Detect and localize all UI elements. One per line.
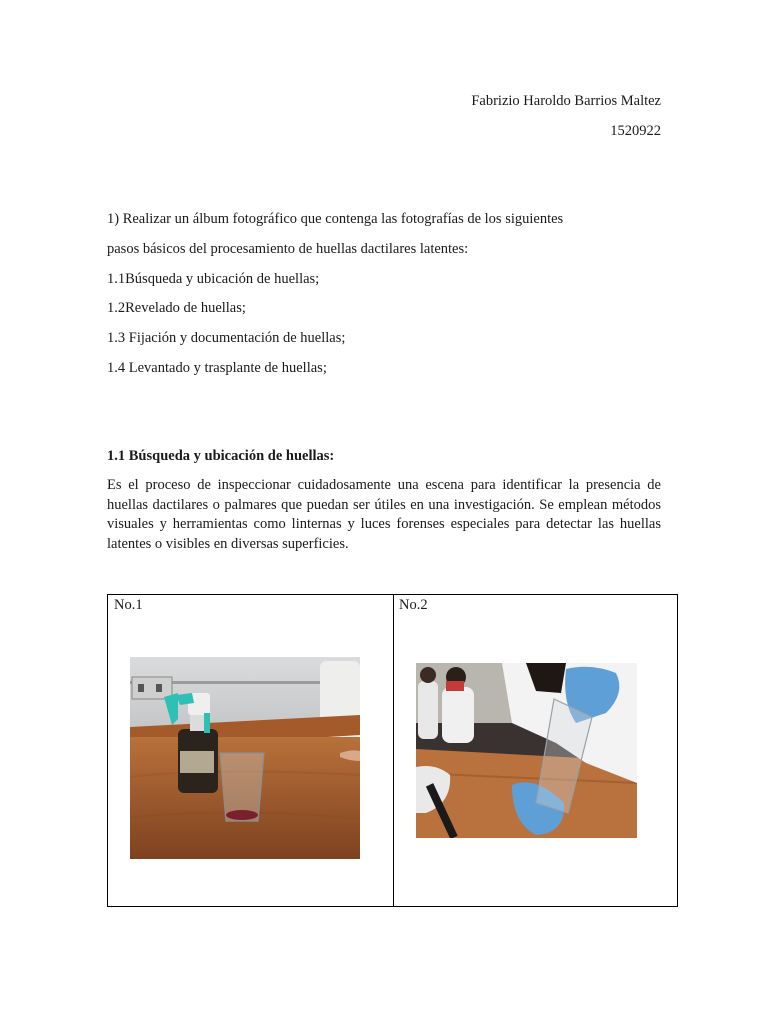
list-item: 1.2Revelado de huellas;: [107, 300, 246, 316]
cell-label-1: No.1: [114, 597, 143, 613]
photo-lab-glass-inspection: [416, 663, 637, 838]
section-heading: 1.1 Búsqueda y ubicación de huellas:: [107, 448, 335, 464]
author-name: Fabrizio Haroldo Barrios Maltez: [471, 93, 661, 109]
photo-table: [107, 594, 678, 907]
instruction-line-2: pasos básicos del procesamiento de huellas dactilares latentes:: [107, 241, 469, 257]
student-id: 1520922: [610, 123, 661, 139]
list-item: 1.3 Fijación y documentación de huellas;: [107, 330, 346, 346]
section-paragraph: Es el proceso de inspeccionar cuidadosamente una escena para identificar la presencia de huellas dactilares o palmares que puedan ser útiles en una investigación. Se emplean métodos visuales y herramientas como linternas y luces forenses especiales para detectar las huellas latentes o visibles en diversas superficies.: [107, 477, 661, 552]
list-item: 1.4 Levantado y trasplante de huellas;: [107, 360, 327, 376]
instruction-line-1: 1) Realizar un álbum fotográfico que contenga las fotografías de los siguientes: [107, 211, 564, 227]
photo-1-illustration: [130, 657, 360, 859]
cell-label-2: No.2: [399, 597, 428, 613]
photo-2-illustration: [416, 663, 637, 838]
list-item: 1.1Búsqueda y ubicación de huellas;: [107, 271, 320, 287]
table-divider: [393, 595, 394, 906]
photo-spray-bottle-glass: [130, 657, 360, 859]
